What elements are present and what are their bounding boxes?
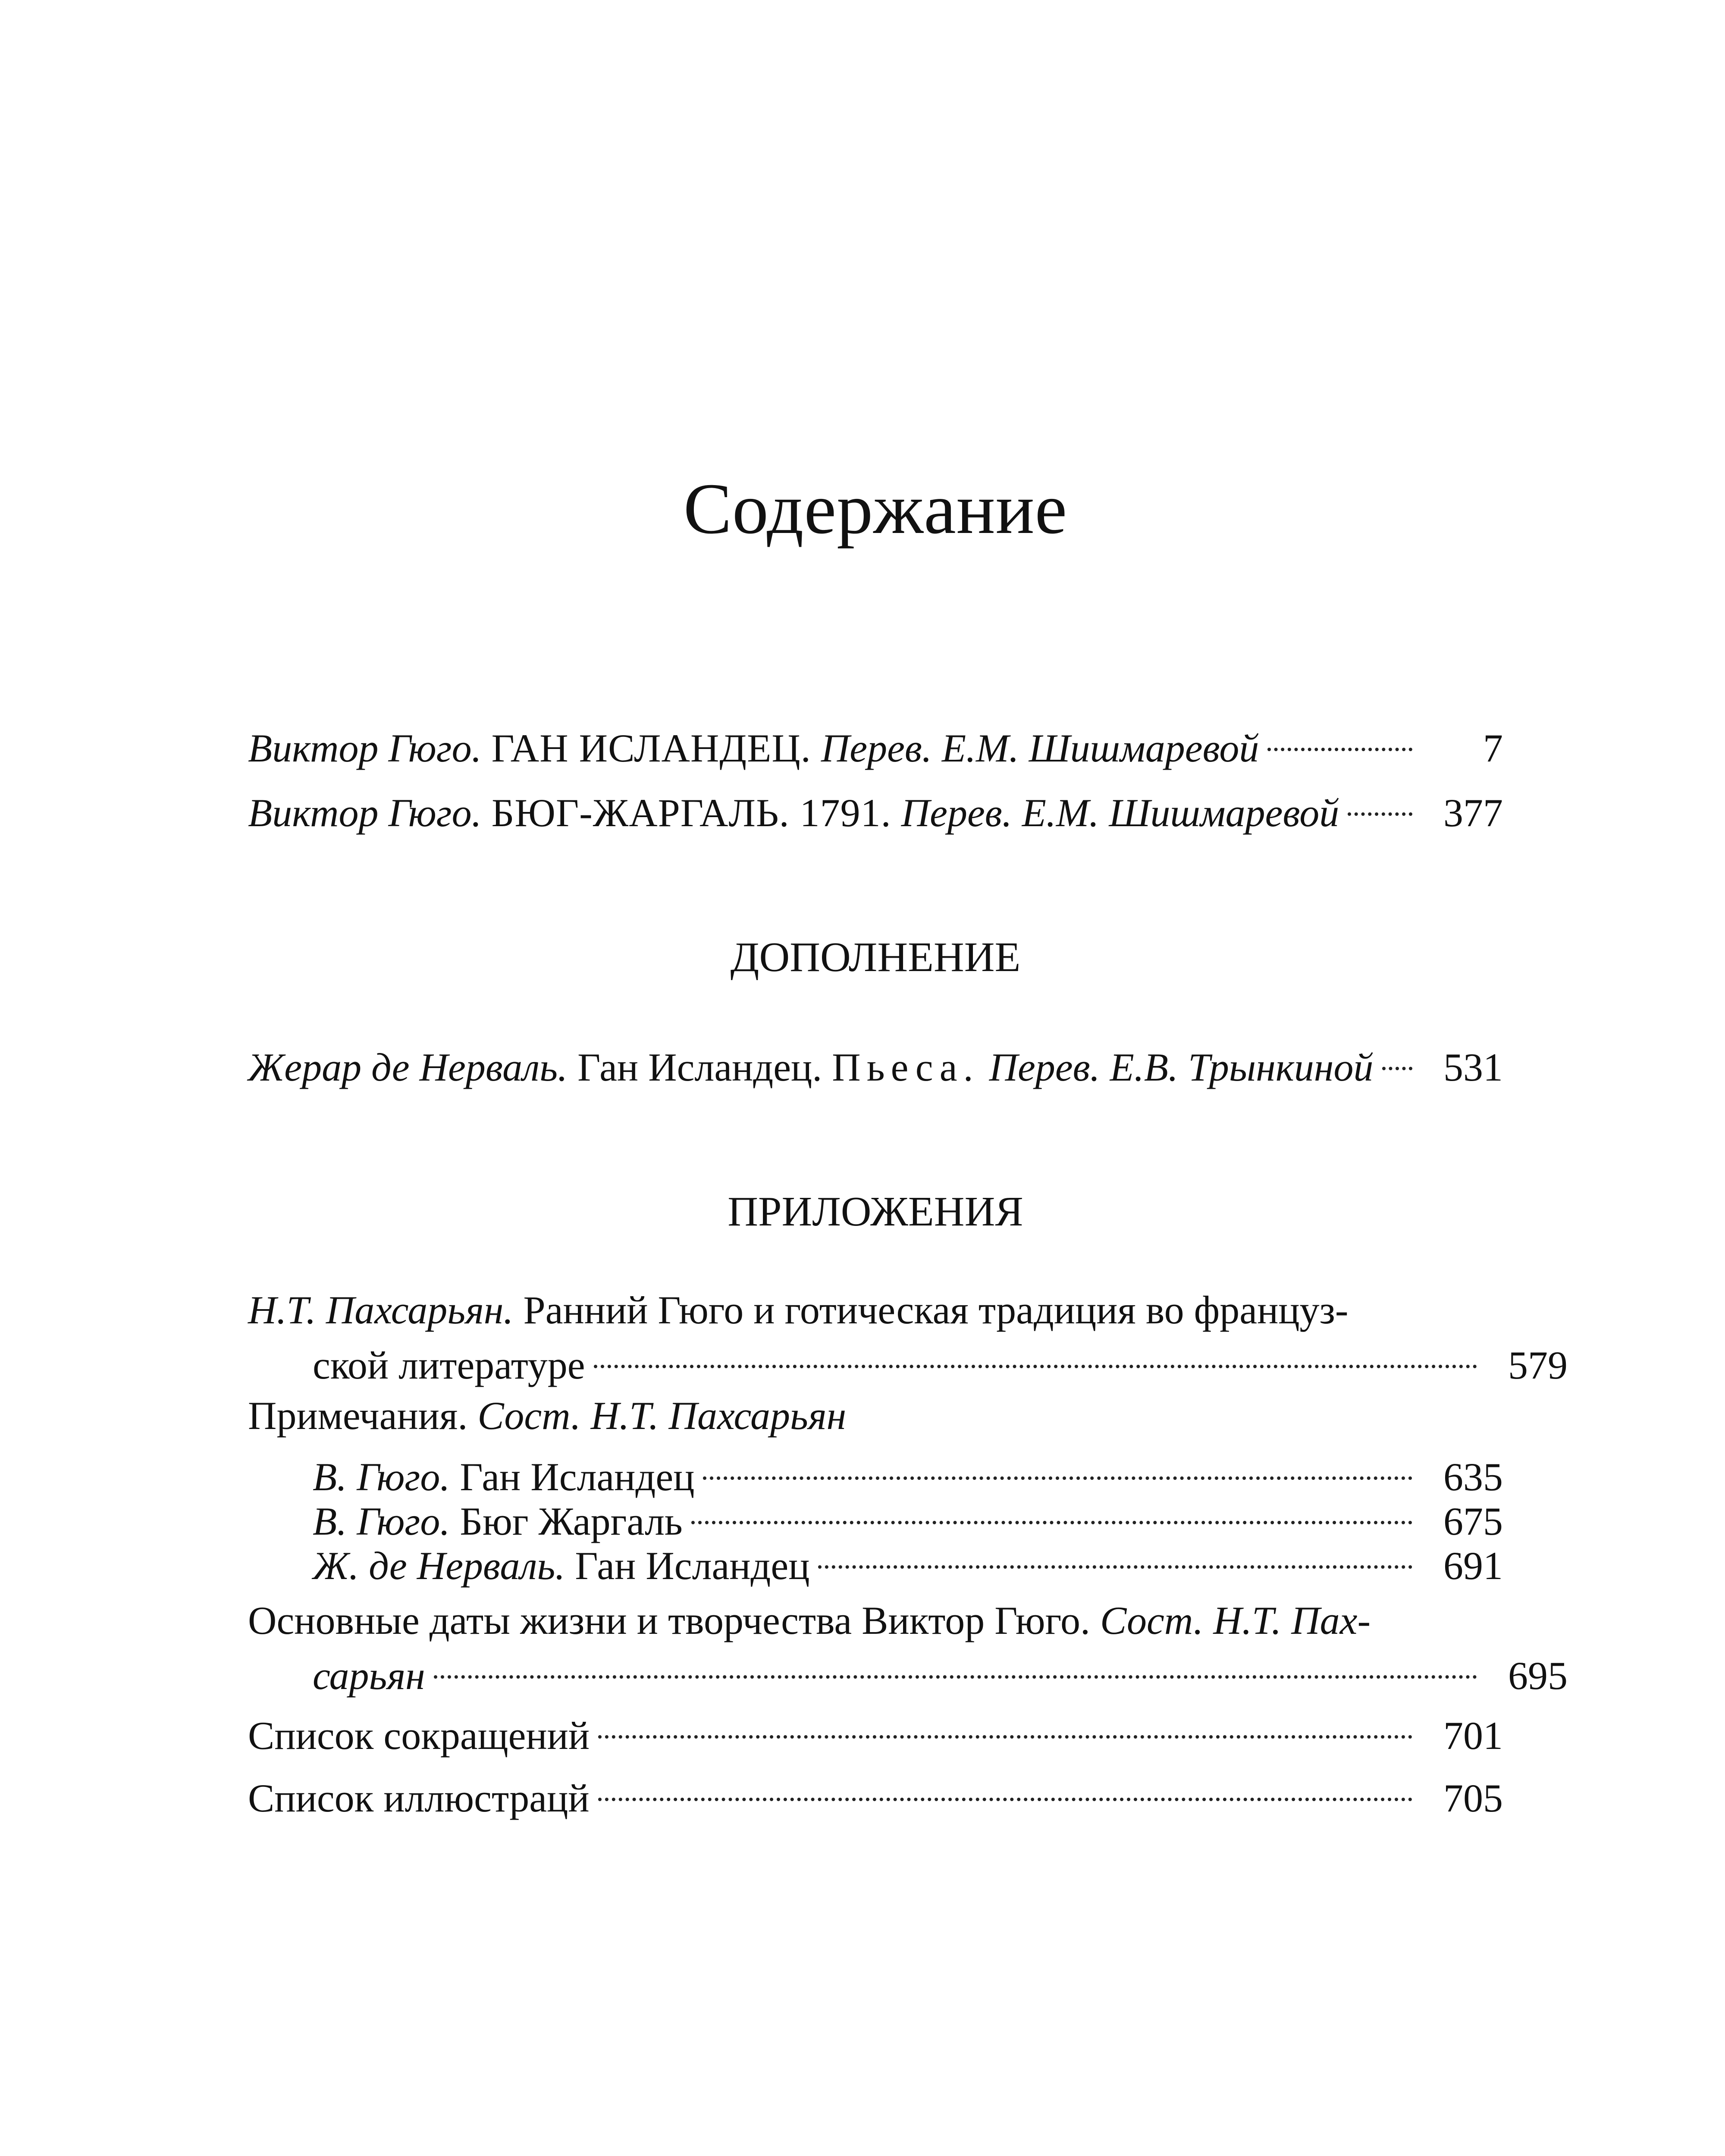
toc-entry-bug-jargal[interactable] bbox=[248, 780, 1503, 836]
entry-translator: Перев. Е.М. Шишмаревой bbox=[821, 726, 1259, 770]
entry-page-number: 701 bbox=[1443, 1714, 1503, 1758]
entry-translator: Перев. Е.М. Шишмаревой bbox=[901, 791, 1339, 835]
entry-work-title: Ган Исландец bbox=[575, 1544, 810, 1588]
toc-subentry-notes-nerval[interactable] bbox=[313, 1533, 1503, 1589]
entry-author: Жерар де Нерваль. bbox=[248, 1045, 568, 1089]
entry-title-line2: ской литературе bbox=[313, 1343, 585, 1387]
toc-entry-notes[interactable] bbox=[248, 1393, 1503, 1438]
entry-page-number: 531 bbox=[1443, 1045, 1503, 1089]
entry-page-number: 377 bbox=[1443, 791, 1503, 835]
entry-title-line1: Ранний Гюго и готическая традиция во француз- bbox=[523, 1288, 1349, 1332]
entry-author: Виктор Гюго. bbox=[248, 791, 482, 835]
entry-page-number: 695 bbox=[1508, 1654, 1568, 1698]
toc-entry-article[interactable] bbox=[248, 1287, 1568, 1388]
dot-leader bbox=[598, 1703, 1412, 1749]
entry-page-number: 579 bbox=[1508, 1343, 1568, 1387]
notes-label: Примечания. bbox=[248, 1394, 468, 1438]
page-title: Содержание bbox=[683, 469, 1068, 549]
entry-work-title: Ган Исландец bbox=[460, 1455, 695, 1499]
dot-leader bbox=[1348, 780, 1412, 826]
entry-title: Основные даты жизни и творчества Виктор Гюго. bbox=[248, 1598, 1091, 1642]
dot-leader bbox=[1382, 1035, 1412, 1081]
toc-entry-abbreviations[interactable] bbox=[248, 1703, 1503, 1758]
entry-compiler-line1: Сост. Н.Т. Пах- bbox=[1100, 1598, 1371, 1642]
entry-work-title: БЮГ-ЖАРГАЛЬ. 1791. bbox=[491, 791, 891, 835]
entry-author: Ж. де Нерваль. bbox=[313, 1544, 565, 1588]
notes-compiler: Сост. Н.Т. Пахсарьян bbox=[477, 1394, 847, 1438]
dot-leader bbox=[598, 1766, 1412, 1811]
entry-author: Виктор Гюго. bbox=[248, 726, 482, 770]
toc-entry-chronology[interactable] bbox=[248, 1598, 1568, 1698]
entry-translator: Перев. Е.В. Трынкиной bbox=[989, 1045, 1374, 1089]
entry-page-number: 705 bbox=[1443, 1776, 1503, 1820]
entry-work-title: ГАН ИСЛАНДЕЦ. bbox=[491, 726, 811, 770]
dot-leader bbox=[1267, 716, 1412, 761]
dot-leader bbox=[818, 1533, 1412, 1579]
dot-leader bbox=[594, 1333, 1477, 1379]
entry-genre: Пьеса. bbox=[832, 1045, 979, 1089]
dot-leader bbox=[691, 1489, 1412, 1535]
toc-entry-han-islandets[interactable] bbox=[248, 716, 1503, 771]
entry-page-number: 675 bbox=[1443, 1499, 1503, 1543]
entry-author: В. Гюго. bbox=[313, 1455, 450, 1499]
appendices-heading: ПРИЛОЖЕНИЯ bbox=[728, 1188, 1023, 1235]
entry-page-number: 691 bbox=[1443, 1544, 1503, 1588]
toc-entry-illustrations[interactable] bbox=[248, 1766, 1503, 1821]
entry-title: Список сокращений bbox=[248, 1714, 590, 1758]
entry-title: Список иллюстрацй bbox=[248, 1776, 590, 1820]
entry-compiler-line2: сарьян bbox=[313, 1654, 425, 1698]
entry-work-title: Бюг Жаргаль bbox=[460, 1499, 683, 1543]
entry-page-number: 7 bbox=[1483, 726, 1503, 770]
dot-leader bbox=[434, 1643, 1477, 1689]
entry-author: В. Гюго. bbox=[313, 1499, 450, 1543]
toc-entry-nerval-play[interactable] bbox=[248, 1035, 1503, 1090]
entry-work-title: Ган Исландец. bbox=[577, 1045, 822, 1089]
supplement-heading: ДОПОЛНЕНИЕ bbox=[730, 934, 1021, 981]
entry-author: Н.Т. Пахсарьян. bbox=[248, 1288, 514, 1332]
entry-page-number: 635 bbox=[1443, 1455, 1503, 1499]
dot-leader bbox=[703, 1445, 1412, 1490]
